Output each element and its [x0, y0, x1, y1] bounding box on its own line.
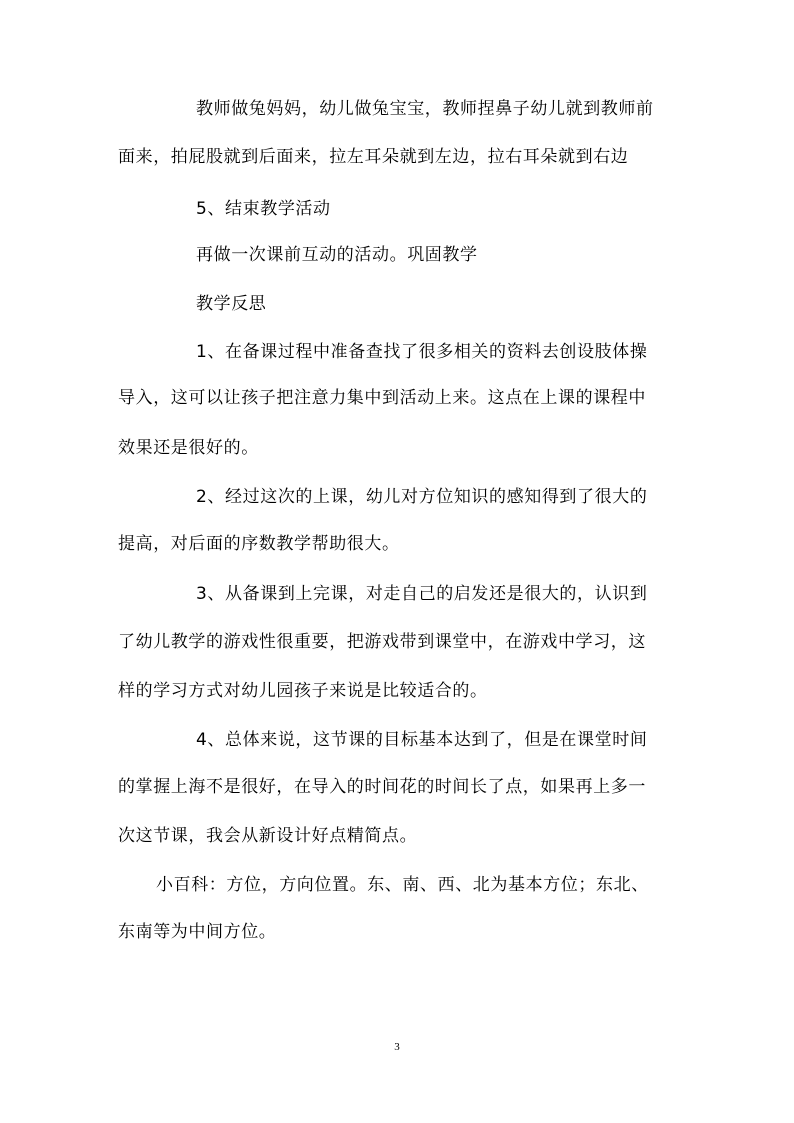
- text-line: 2、经过这次的上课，幼儿对方位知识的感知得到了很大的: [196, 487, 648, 507]
- text-line: 1、在备课过程中准备查找了很多相关的资料去创设肢体操: [196, 342, 648, 362]
- text-line: 4、总体来说，这节课的目标基本达到了，但是在课堂时间: [196, 730, 648, 750]
- text-line: 提高，对后面的序数教学帮助很大。: [118, 534, 400, 554]
- text-line: 次这节课，我会从新设计好点精简点。: [118, 826, 418, 846]
- text-line: 导入，这可以让孩子把注意力集中到活动上来。这点在上课的课程中: [118, 388, 646, 408]
- text-line: 的掌握上海不是很好，在导入的时间花的时间长了点，如果再上多一: [118, 777, 646, 797]
- text-line: 样的学习方式对幼儿园孩子来说是比较适合的。: [118, 681, 488, 701]
- text-line: 3、从备课到上完课，对走自己的启发还是很大的，认识到: [196, 584, 648, 604]
- text-line: 了幼儿教学的游戏性很重要，把游戏带到课堂中，在游戏中学习，这: [118, 632, 646, 652]
- section-heading: 教学反思: [196, 294, 267, 314]
- text-line: 效果还是很好的。: [118, 438, 259, 458]
- text-line: 面来，拍屁股就到后面来，拉左耳朵就到左边，拉右耳朵就到右边: [118, 147, 629, 167]
- text-line: 东南等为中间方位。: [118, 922, 277, 942]
- page-number: 3: [394, 1041, 400, 1053]
- text-line: 教师做兔妈妈，幼儿做兔宝宝，教师捏鼻子幼儿就到教师前: [196, 99, 654, 119]
- section-heading: 5、结束教学活动: [196, 199, 331, 219]
- text-line: 小百科：方位，方向位置。东、南、西、北为基本方位；东北、: [156, 875, 649, 895]
- text-line: 再做一次课前互动的活动。巩固教学: [196, 245, 478, 265]
